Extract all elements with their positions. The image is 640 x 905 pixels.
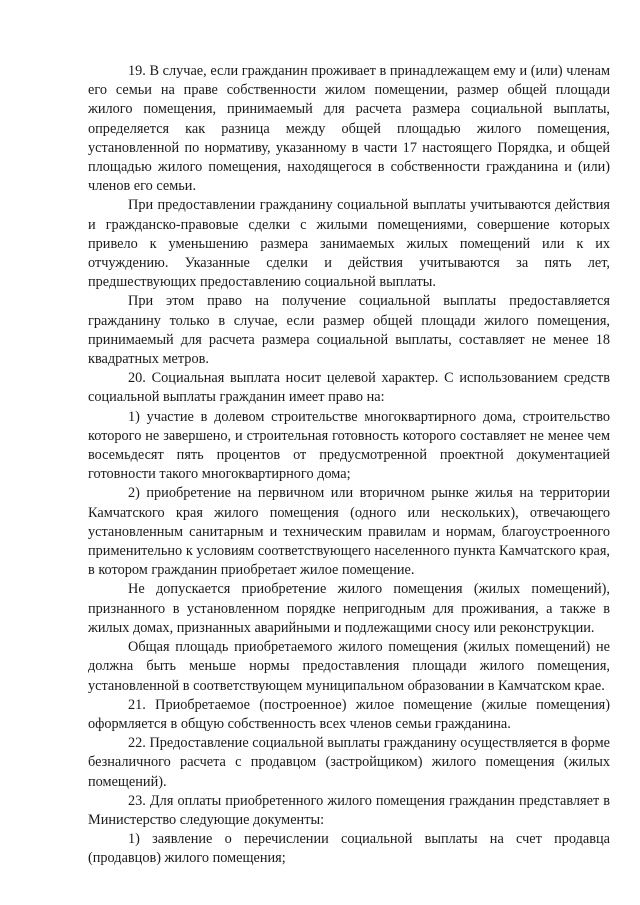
paragraph-minimum-area: При этом право на получение социальной выплаты предоставляется гражданину только в случае, если размер общей площади жилого помещения, принимаемый для расчета размера социальной выплаты, составляет не менее 18 квадратных метров. [88, 293, 610, 368]
paragraph-transactions: При предоставлении гражданину социальной выплаты учитываются действия и гражданско-правовые сделки с жилыми помещениями, совершение которых привело к уменьшению размера занимаемых жилых помещений или к их отчуждению. Указанные сделки и действия учитываются за пять лет, предшествующих предоставлению социальной выплаты. [88, 197, 610, 291]
paragraph-prohibited-purchase: Не допускается приобретение жилого помещения (жилых помещений), признанного в установленном порядке непригодным для проживания, а также в жилых домах, признанных аварийными и подлежащими сносу или реконструкции. [88, 581, 610, 636]
paragraph-20: 20. Социальная выплата носит целевой характер. С использованием средств социальной выплаты гражданин имеет право на: [88, 370, 610, 406]
list-item-1-shared-construction: 1) участие в долевом строительстве многоквартирного дома, строительство которого не завершено, и строительная готовность которого составляет не менее чем восемьдесят пять процентов от предусмотренной проектной документацией готовности такого многоквартирного дома; [88, 408, 610, 483]
paragraph-22: 22. Предоставление социальной выплаты гражданину осуществляется в форме безналичного расчета с продавцом (застройщиком) жилого помещения (жилых помещений). [88, 735, 610, 790]
list-item-2-purchase: 2) приобретение на первичном или вторичном рынке жилья на территории Камчатского края жилого помещения (одного или нескольких), отвечающего установленным санитарным и техническим правилам и нормам, благоустроенного применительно к условиям соответствующего населенного пункта Камчатского края, в котором гражданин приобретает жилое помещение. [88, 485, 610, 579]
list-item-1-application: 1) заявление о перечислении социальной выплаты на счет продавца (продавцов) жилого помещения; [88, 831, 610, 867]
paragraph-21: 21. Приобретаемое (построенное) жилое помещение (жилые помещения) оформляется в общую собственность всех членов семьи гражданина. [88, 696, 610, 732]
document-body [88, 62, 610, 869]
paragraph-total-area: Общая площадь приобретаемого жилого помещения (жилых помещений) не должна быть меньше нормы предоставления площади жилого помещения, установленной в соответствующем муниципальном образовании в Камчатском крае. [88, 639, 610, 694]
paragraph-23: 23. Для оплаты приобретенного жилого помещения гражданин представляет в Министерство следующие документы: [88, 792, 610, 828]
paragraph-19: 19. В случае, если гражданин проживает в принадлежащем ему и (или) членам его семьи на праве собственности жилом помещении, размер общей площади жилого помещения, принимаемый для расчета размера социальной выплаты, определяется как разница между общей площадью жилого помещения, установленной по нормативу, указанному в части 17 настоящего Порядка, и общей площадью жилого помещения, находящегося в собственности гражданина и (или) членов его семьи. [88, 63, 610, 195]
